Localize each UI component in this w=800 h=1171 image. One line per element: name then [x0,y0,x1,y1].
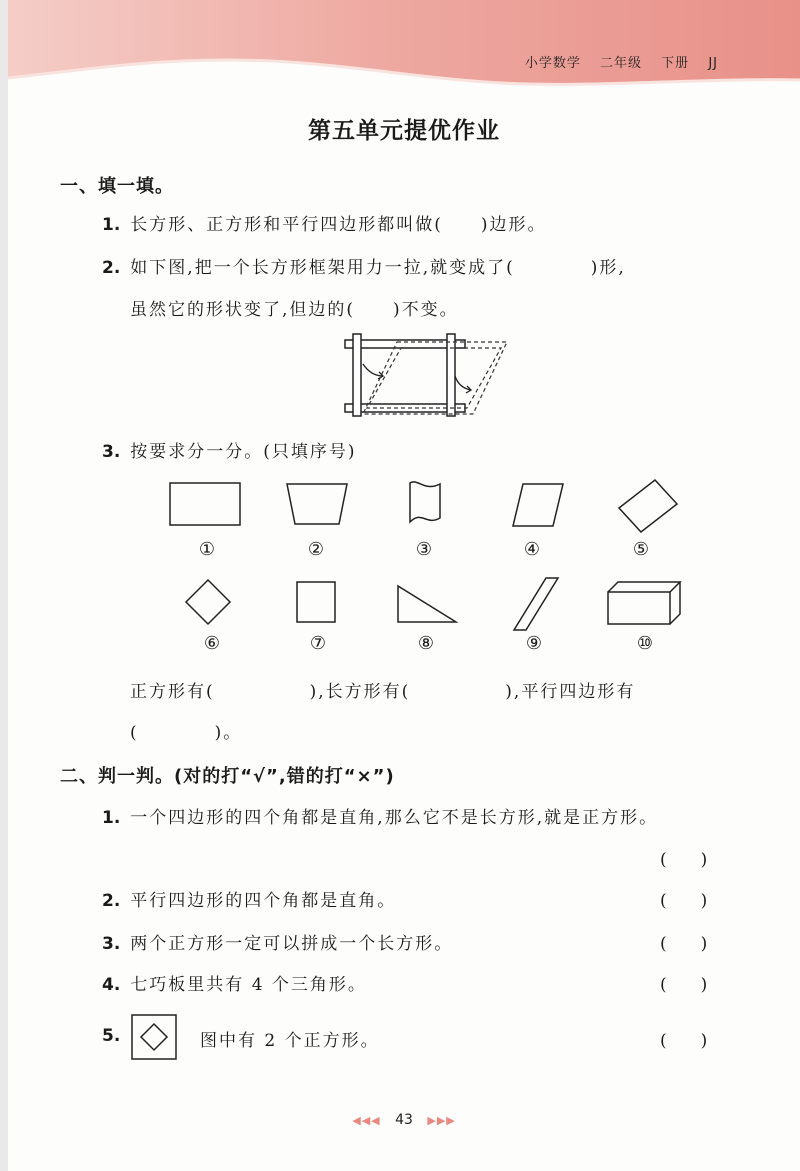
page-footer [8,1112,800,1128]
answer-paren-3[interactable]: ( ) [660,934,708,954]
answer-paren-4[interactable]: ( ) [660,975,708,995]
question-number: 2. [102,891,121,911]
shape-tilted-rectangle [611,476,681,536]
page-edge [0,0,8,1171]
question-1-1 [102,210,547,235]
question-1-2-line2: 虽然它的形状变了,但边的( )不变。 [130,300,459,320]
worksheet-page [8,0,800,1171]
question-number: 3. [102,442,121,462]
question-text: 一个四边形的四个角都是直角,那么它不是长方形,就是正方形。 [130,808,659,828]
question-1-3 [102,437,357,462]
page-title: 第五单元提优作业 [308,118,500,144]
page-number: 43 [395,1112,413,1128]
shape-diamond-square [184,576,240,632]
right-arrows-icon: ▶▶▶ [427,1114,456,1127]
shape-cuboid [604,578,688,628]
question-number: 1. [102,215,121,235]
question-text: 两个正方形一定可以拼成一个长方形。 [130,934,454,954]
header-subject: 小学数学 [524,56,581,71]
shape-right-triangle [394,582,464,628]
judge-item-3 [102,929,453,954]
shape-label-4: ④ [523,539,541,560]
shape-trapezoid [283,480,353,530]
question-text: 长方形、正方形和平行四边形都叫做( )边形。 [130,215,547,235]
shape-label-1: ① [198,539,216,560]
frame-diagram [343,330,513,420]
shape-label-2: ② [307,539,325,560]
judge-item-5-text: 图中有 2 个正方形。 [200,1031,380,1051]
answer-paren-2[interactable]: ( ) [660,891,708,911]
shape-wavy [400,478,450,528]
question-1-2-line1 [102,253,626,278]
left-arrows-icon: ◀◀◀ [352,1114,381,1127]
judge-item-4 [102,970,367,995]
question-number: 2. [102,258,121,278]
question-number: 1. [102,808,121,828]
question-text: 平行四边形的四个角都是直角。 [130,891,397,911]
shape-square [295,580,341,626]
shape-label-9: ⑨ [525,633,543,654]
shape-thin-parallelogram [508,574,568,634]
judge-item-1 [102,803,658,828]
question-text: 七巧板里共有 4 个三角形。 [130,975,367,995]
question-1-3-answer-line2: ( )。 [130,723,243,743]
shape-label-10: ⑩ [636,633,654,654]
header-volume: 下册 [661,56,690,71]
judge-item-2 [102,886,396,911]
question-text: 按要求分一分。(只填序号) [130,442,357,462]
shape-label-6: ⑥ [203,633,221,654]
question-1-3-answer-line1: 正方形有( ),长方形有( ),平行四边形有 [130,682,636,702]
header-edition: JJ [708,56,718,71]
question-number: 4. [102,975,121,995]
section1-heading: 一、填一填。 [60,176,174,197]
shape-label-8: ⑧ [417,633,435,654]
shape-rectangle [168,480,248,530]
header-subject-info [511,52,718,71]
shape-label-5: ⑤ [632,539,650,560]
question-text: 如下图,把一个长方形框架用力一拉,就变成了( )形, [130,258,626,278]
square-in-square-figure [130,1013,180,1063]
shape-parallelogram [505,480,570,530]
shape-label-3: ③ [415,539,433,560]
header-grade: 二年级 [600,56,643,71]
shape-label-7: ⑦ [309,633,327,654]
answer-paren-5[interactable]: ( ) [660,1031,708,1051]
question-number: 3. [102,934,121,954]
judge-item-5-number [102,1026,130,1046]
answer-paren-1[interactable]: ( ) [660,850,708,870]
section2-heading: 二、判一判。(对的打“√”,错的打“×”) [60,766,395,787]
question-number: 5. [102,1026,121,1046]
